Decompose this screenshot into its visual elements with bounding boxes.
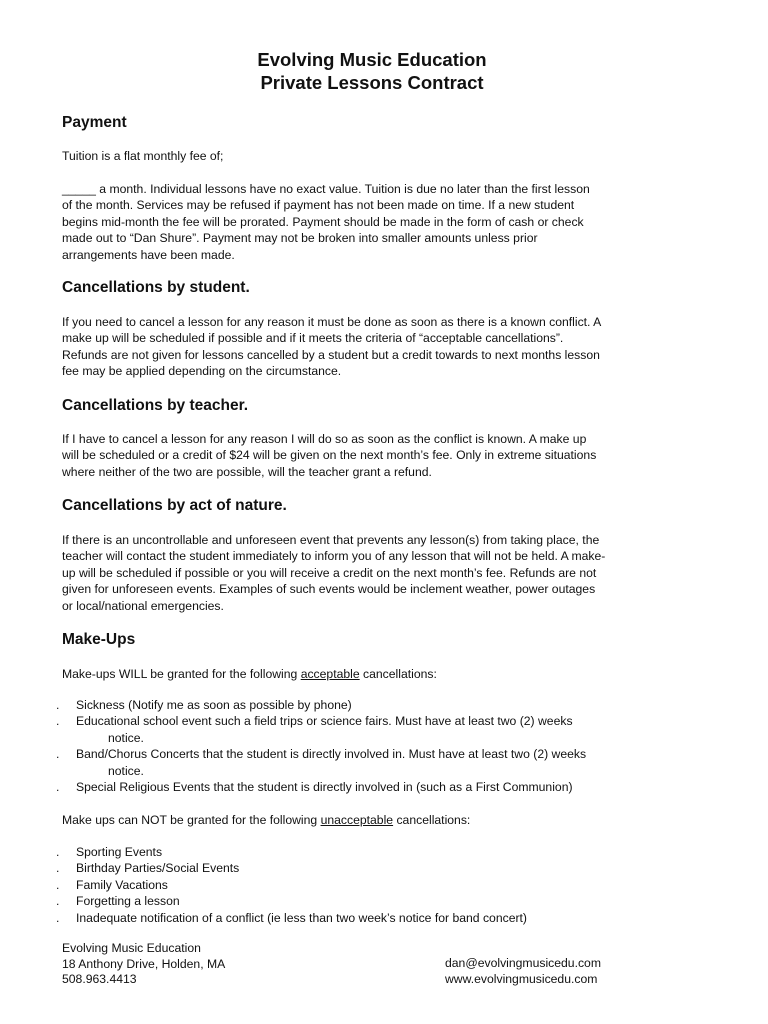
cancel-teacher-body	[62, 431, 702, 480]
footer-address: 18 Anthony Drive, Holden, MA	[62, 956, 226, 971]
cancel-teacher-line: If I have to cancel a lesson for any reason I will do so as soon as the conflict is known. A make up	[62, 432, 587, 446]
list-item-text: Family Vacations	[76, 877, 168, 892]
cancel-nature-line: teacher will contact the student immediately to inform you of any lesson that will not be held. A make-	[62, 549, 606, 564]
payment-line: arrangements have been made.	[62, 247, 235, 262]
cancel-nature-body	[62, 532, 702, 614]
list-item-text: Band/Chorus Concerts that the student is directly involved in. Must have at least two (2) weeks	[76, 747, 587, 762]
list-item	[56, 910, 706, 926]
makeups-heading: Make-Ups	[62, 631, 136, 648]
list-item	[56, 746, 706, 779]
cancel-nature-line: If there is an uncontrollable and unforeseen event that prevents any lesson(s) from taking place, the	[62, 533, 600, 547]
cancel-student-line: make up will be scheduled if possible and if it meets the criteria of “acceptable cancellations”.	[62, 331, 564, 346]
list-item	[56, 893, 706, 909]
acceptable-intro	[62, 666, 702, 682]
cancel-nature-line: up will be scheduled if possible or you will receive a credit on the next month’s fee. Refunds are not	[62, 565, 597, 580]
cancel-teacher-heading: Cancellations by teacher.	[62, 397, 249, 414]
bullet: .	[56, 910, 60, 925]
cancel-nature-heading: Cancellations by act of nature.	[62, 497, 287, 514]
footer-online	[445, 956, 601, 987]
list-item-text: Educational school event such a field trips or science fairs. Must have at least two (2) weeks	[76, 714, 573, 729]
footer-website[interactable]: www.evolvingmusicedu.com	[445, 971, 598, 986]
unacceptable-intro-after: cancellations:	[393, 813, 471, 827]
list-item	[56, 697, 706, 713]
footer-org: Evolving Music Education	[62, 941, 201, 955]
cancel-nature-line: given for unforeseen events. Examples of such events would be inclement weather, power outages	[62, 582, 596, 597]
payment-line: begins mid-month the fee will be prorated. Payment should be made in the form of cash or check	[62, 214, 584, 229]
cancel-student-line: If you need to cancel a lesson for any reason it must be done as soon as there is a known conflict. A	[62, 315, 602, 329]
cancel-student-body	[62, 314, 702, 380]
unacceptable-intro	[62, 812, 702, 828]
cancel-student-line: Refunds are not given for lessons cancelled by a student but a credit towards to next months lesson	[62, 347, 600, 362]
document-title: Evolving Music Education	[257, 49, 487, 70]
payment-body	[62, 181, 702, 263]
bullet: .	[56, 861, 60, 876]
list-item-text: Sporting Events	[76, 845, 163, 859]
list-item	[56, 877, 706, 893]
list-item-continuation: notice.	[108, 763, 144, 778]
list-item-continuation: notice.	[108, 730, 144, 745]
unacceptable-word: unacceptable	[320, 813, 394, 827]
acceptable-list	[56, 697, 706, 795]
cancel-teacher-line: where neither of the two are possible, will the teacher grant a refund.	[62, 464, 432, 479]
payment-line: _____ a month. Individual lessons have no exact value. Tuition is due no later than the first lesson	[62, 182, 590, 196]
footer-email[interactable]: dan@evolvingmusicedu.com	[445, 956, 601, 970]
list-item	[56, 844, 706, 860]
list-item-text: Special Religious Events that the student is directly involved in (such as a First Communion)	[76, 780, 573, 795]
list-item	[56, 860, 706, 876]
acceptable-intro-before: Make-ups WILL be granted for the following	[62, 667, 301, 681]
bullet: .	[56, 714, 60, 729]
payment-intro: Tuition is a flat monthly fee of;	[62, 149, 224, 163]
footer-contact	[62, 941, 225, 988]
cancel-nature-line: or local/national emergencies.	[62, 598, 224, 613]
list-item-text: Birthday Parties/Social Events	[76, 861, 240, 876]
footer-phone: 508.963.4413	[62, 972, 137, 986]
bullet: .	[56, 747, 60, 762]
bullet: .	[56, 845, 60, 859]
unacceptable-list	[56, 844, 706, 926]
payment-line: made out to “Dan Shure”. Payment may not be broken into smaller amounts unless prior	[62, 231, 538, 246]
bullet: .	[56, 894, 60, 909]
bullet: .	[56, 780, 60, 795]
cancel-student-line: fee may be applied depending on the circumstance.	[62, 364, 342, 379]
payment-heading: Payment	[62, 114, 127, 131]
list-item	[56, 713, 706, 746]
list-item-text: Inadequate notification of a conflict (ie less than two week’s notice for band concert)	[76, 910, 527, 925]
payment-line: of the month. Services may be refused if payment has not been made on time. If a new student	[62, 198, 575, 213]
acceptable-intro-after: cancellations:	[359, 667, 437, 681]
list-item	[56, 779, 706, 795]
list-item-text: Forgetting a lesson	[76, 894, 180, 909]
bullet: .	[56, 698, 60, 712]
bullet: .	[56, 877, 60, 892]
unacceptable-intro-before: Make ups can NOT be granted for the following	[62, 813, 321, 827]
document-subtitle: Private Lessons Contract	[260, 72, 484, 93]
cancel-teacher-line: will be scheduled or a credit of $24 will be given on the next month’s fee. Only in extreme situations	[62, 448, 597, 463]
cancel-student-heading: Cancellations by student.	[62, 279, 250, 296]
list-item-text: Sickness (Notify me as soon as possible by phone)	[76, 698, 352, 712]
acceptable-word: acceptable	[300, 667, 360, 681]
